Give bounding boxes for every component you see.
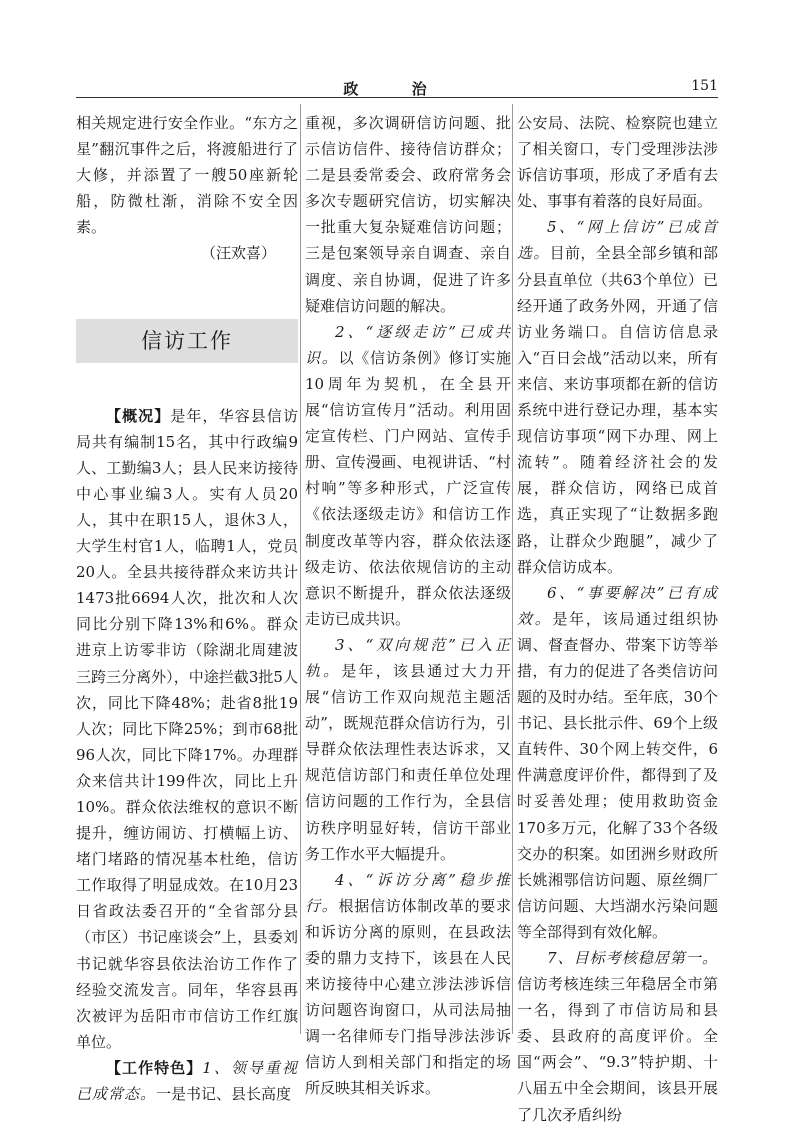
column-divider bbox=[512, 104, 513, 1034]
author-credit: （汪欢喜） bbox=[200, 244, 276, 263]
paragraph-online-petition bbox=[517, 214, 718, 579]
page-number: 151 bbox=[691, 78, 718, 94]
header-rule bbox=[76, 97, 718, 98]
features-subheading: 1、领导重视已成常态。 bbox=[76, 1058, 298, 1103]
column-middle bbox=[305, 110, 511, 1102]
paragraph-resolution bbox=[517, 580, 718, 945]
features-paragraph bbox=[76, 1055, 298, 1107]
paragraph-two-way-norms bbox=[305, 632, 511, 867]
subheading-3: 3、“双向规范”已入正轨。 bbox=[305, 635, 511, 680]
paragraph-leadership: 重视，多次调研信访问题、批示信访信件、接待信访群众；二是县委常委会、政府常务会多次专题研究信访，切实解决一批重大复杂疑难信访问题；三是包案领导亲自调查、亲自调度、亲自协调，促进了许多疑难信访问题的解决。 bbox=[305, 114, 511, 315]
paragraph-litigation-separation bbox=[305, 867, 511, 1102]
paragraph-windows: 公安局、法院、检察院也建立了相关窗口，专门受理涉法涉诉信访事项，形成了矛盾有去处、事事有着落的良好局面。 bbox=[517, 114, 718, 211]
overview-text: 是年，华容县信访局共有编制15名，其中行政编9人、工勤编3人；县人民来访接待中心事业编3人。实有人员20人，其中在职15人，退休3人，大学生村官1人，临聘1人，党员20人。全县共接待群众来访共计1473批6694人次，批次和人次同比分别下降13%和6%。群众进京上访零非访（除湖北周建波三跨三分离外），中途拦截3批5人次，同比下降48%；赴省8批19人次；同比下降25%；到市68批96人次，同比下降17%。办理群众来信共计199件次，同比上升10%。群众依法维权的意识不断提升，缠访闹访、打横幅上访、堵门堵路的情况基本杜绝，信访工作取得了明显成效。在10月23日省政法委召开的“全省部分县（市区）书记座谈会”上，县委刘书记就华容县依法治访工作作了经验交流发言。同年，华容县再次被评为岳阳市市信访工作红旗单位。 bbox=[76, 406, 298, 1051]
column-divider bbox=[300, 104, 301, 1034]
text-6: 是年，该局通过组织协调、督查督办、带案下访等举措，有力的促进了各类信访问题的及时办结。至年底，30个书记、县长批示件、69个上级直转件、30个网上转交件，6件满意度评价件，都得到了及时妥善处理；使用救助资金170多万元，化解了33个各级交办的积案。如团洲乡财政所长姚湘鄂信访问题、原丝绸厂信访问题、大垱湖水污染问题等全部得到有效化解。 bbox=[517, 609, 718, 941]
continuation-paragraph: 相关规定进行安全作业。“东方之星”翻沉事件之后，将渡船进行了大修，并添置了一艘50座新轮船，防微杜渐，消除不安全因素。 bbox=[76, 114, 298, 237]
running-title: 政 治 bbox=[343, 80, 451, 98]
text-7: 信访考核连续三年稳居全市第一名，得到了市信访局和县委、县政府的高度评价。全国“两会”、“9.3”特护期、十八届五中全会期间，该县开展了几次矛盾纠纷 bbox=[517, 975, 718, 1124]
text-4: 根据信访体制改革的要求和诉访分离的原则，在县政法委的鼎力支持下，该县在人民来访接待中心建立涉法涉诉信访问题咨询窗口，从司法局抽调一名律师专门指导涉法涉诉信访人到相关部门和指定的场所反映其相关诉求。 bbox=[305, 896, 511, 1098]
features-text: 一是书记、县长高度 bbox=[156, 1085, 292, 1103]
overview-label: 【概况】 bbox=[106, 406, 171, 425]
subheading-5: 5、“网上信访”已成首选。 bbox=[517, 218, 718, 263]
page-header bbox=[76, 76, 718, 98]
features-label: 【工作特色】 bbox=[106, 1058, 203, 1077]
subheading-2: 2、“逐级走访”已成共识。 bbox=[305, 322, 511, 367]
section-heading-box bbox=[76, 319, 298, 363]
text-5: 目前，全县全部乡镇和部分县直单位（共63个单位）已经开通了政务外网，开通了信访业务端口。自信访信息录入“百日会战”活动以来，所有来信、来访事项都在新的信访系统中进行登记办理，基本实现信访事项“网下办理、网上流转”。随着经济社会的发展，群众信访，网络已成首选，真正实现了“让数据多跑路，让群众少跑腿”，减少了群众信访成本。 bbox=[517, 244, 718, 576]
subheading-4: 4、“诉访分离”稳步推行。 bbox=[305, 870, 511, 915]
section-title: 信访工作 bbox=[141, 328, 233, 353]
paragraph-assessment bbox=[517, 945, 718, 1128]
paragraph-petition-levels bbox=[305, 319, 511, 632]
column-right bbox=[517, 110, 718, 1128]
overview-paragraph bbox=[76, 403, 298, 1055]
text-3: 是年，该县通过大力开展“信访工作双向规范主题活动”，既规范群众信访行为，引导群众依法理性表达诉求，又规范信访部门和责任单位处理信访问题的工作行为，全县信访秩序明显好转，信访干部业务工作水平大幅提升。 bbox=[305, 661, 511, 863]
column-left bbox=[76, 110, 298, 1107]
subheading-6: 6、“事要解决”已有成效。 bbox=[517, 583, 718, 628]
text-2: 以《信访条例》修订实施10周年为契机，在全县开展“信访宣传月”活动。利用固定宣传栏、门户网站、宣传手册、宣传漫画、电视讲话、“村村响”等多种形式，广泛宣传《依法逐级走访》和信访工作制度改革等内容，群众依法逐级走访、依法依规信访的主动意识不断提升，群众依法逐级走访已成共识。 bbox=[305, 348, 511, 628]
subheading-7: 7、目标考核稳居第一。 bbox=[547, 949, 718, 967]
